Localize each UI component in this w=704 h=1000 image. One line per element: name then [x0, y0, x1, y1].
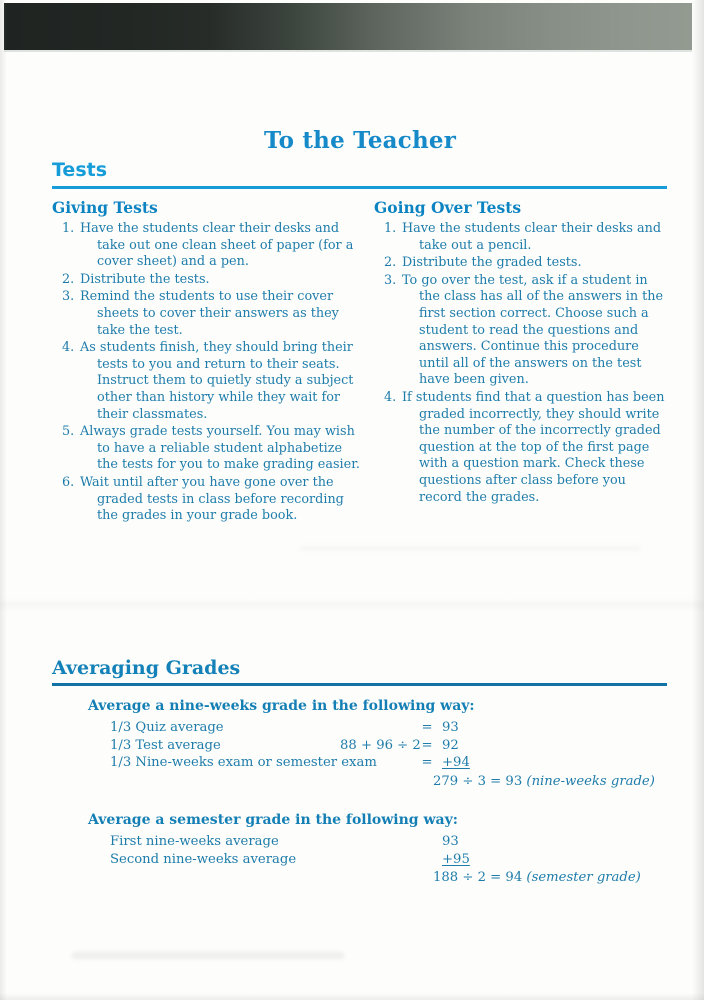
grade-row-value: 93	[442, 834, 459, 849]
list-item	[62, 221, 362, 271]
result-equation: 188 ÷ 2 = 94	[433, 870, 523, 885]
list-item-number: 2.	[384, 255, 397, 271]
list-item-text: As students finish, they should bring their tests to you and return to their seats. Instruct them to quietly study a subject other than history while they wait for their classmates.	[80, 340, 354, 422]
list-item-text: If students find that a question has been graded incorrectly, they should write the number of the incorrectly graded question at the top of the first page with a question mark. Check these questions after class before you record the grades.	[402, 389, 665, 505]
going-over-tests-column	[374, 198, 667, 526]
equals-sign	[412, 851, 442, 869]
list-item-text: To go over the test, ask if a student in the class has all of the answers in the first section correct. Choose such a student to read the questions and answers. Continue this procedure until all of the answers on the test have been given.	[402, 272, 664, 388]
semester-result	[433, 869, 667, 887]
grade-row	[110, 833, 667, 851]
ink-bleed-through-artifact	[72, 952, 344, 959]
result-note: (semester grade)	[526, 870, 641, 885]
scan-top-band-artifact	[4, 3, 692, 52]
list-item-number: 4.	[384, 389, 397, 405]
list-item	[62, 475, 362, 525]
nine-weeks-result	[433, 773, 667, 791]
list-item	[384, 221, 667, 254]
tests-columns	[52, 198, 667, 526]
grade-row-expression	[340, 719, 412, 737]
semester-intro: Average a semester grade in the following way:	[88, 812, 458, 828]
list-item	[62, 272, 362, 289]
nine-weeks-grade-block	[88, 697, 667, 790]
grade-row-label: 1/3 Nine-weeks exam or semester exam	[110, 755, 377, 770]
equals-sign	[412, 833, 442, 851]
list-item-text: Wait until after you have gone over the graded tests in class before recording the grades in your grade book.	[80, 474, 344, 524]
semester-rows	[110, 833, 667, 868]
list-item	[62, 289, 362, 339]
grade-row-expression	[340, 851, 412, 869]
equals-sign: =	[421, 720, 433, 735]
grade-row	[110, 851, 667, 869]
grade-row	[110, 719, 667, 737]
grade-row-expression	[340, 833, 412, 851]
equals-sign: =	[421, 737, 433, 753]
list-item-number: 6.	[62, 474, 75, 490]
list-item	[62, 340, 362, 423]
grade-row-label: Second nine-weeks average	[110, 851, 297, 867]
averaging-grades-heading: Averaging Grades	[52, 657, 241, 679]
list-item-text: Distribute the tests.	[80, 271, 210, 287]
page-crease-artifact	[0, 598, 704, 612]
list-item-text: Have the students clear their desks and take out one clean sheet of paper (for a cover sheet) and a pen.	[80, 221, 354, 270]
grade-row-expression	[340, 754, 412, 772]
list-item-number: 2.	[62, 271, 75, 287]
list-item-text: Remind the students to use their cover sheets to cover their answers as they take the test.	[80, 289, 339, 338]
grade-row-label: 1/3 Quiz average	[110, 720, 224, 735]
grade-row-label: First nine-weeks average	[110, 834, 279, 849]
going-over-tests-list	[374, 221, 667, 506]
grade-row-value: 93	[442, 720, 459, 735]
result-note: (nine-weeks grade)	[526, 773, 655, 789]
averaging-grades-rule	[52, 683, 667, 686]
page-left-edge-shadow	[0, 0, 7, 1000]
list-item-number: 3.	[62, 289, 75, 305]
tests-section-rule	[52, 186, 667, 189]
list-item-number: 3.	[384, 272, 397, 288]
grade-row-expression: 88 + 96 ÷ 2	[340, 737, 421, 753]
semester-grade-block	[88, 811, 667, 887]
result-equation: 279 ÷ 3 = 93	[433, 773, 523, 789]
averaging-grades-section	[52, 656, 667, 887]
list-item-text: Always grade tests yourself. You may wish to have a reliable student alphabetize the tests for you to make grading easier.	[80, 424, 360, 473]
list-item-text: Have the students clear their desks and take out a pencil.	[402, 221, 662, 253]
list-item-number: 4.	[62, 340, 75, 356]
list-item	[384, 255, 667, 272]
list-item	[62, 424, 362, 474]
page-bottom-edge-shadow	[0, 993, 704, 1000]
grade-row	[110, 737, 667, 755]
grade-row	[110, 754, 667, 772]
giving-tests-column	[52, 198, 362, 526]
equals-sign: =	[421, 755, 433, 770]
going-over-tests-heading: Going Over Tests	[374, 198, 522, 217]
page-title: To the Teacher	[263, 127, 457, 154]
list-item-number: 5.	[62, 424, 75, 440]
list-item-number: 1.	[62, 221, 75, 236]
giving-tests-heading: Giving Tests	[52, 198, 158, 217]
giving-tests-list	[52, 221, 362, 525]
list-item-text: Distribute the graded tests.	[402, 255, 582, 271]
tests-section-heading: Tests	[52, 159, 108, 181]
list-item-number: 1.	[384, 221, 397, 236]
nine-weeks-rows	[110, 719, 667, 772]
nine-weeks-intro: Average a nine-weeks grade in the following way:	[88, 698, 475, 714]
grade-row-value: +95	[442, 851, 470, 867]
grade-row-value: +94	[442, 755, 470, 770]
grade-row-label: 1/3 Test average	[110, 737, 221, 753]
grade-row-value: 92	[442, 737, 459, 753]
scan-smudge-artifact	[300, 546, 640, 551]
list-item	[384, 390, 667, 506]
list-item	[384, 273, 667, 389]
